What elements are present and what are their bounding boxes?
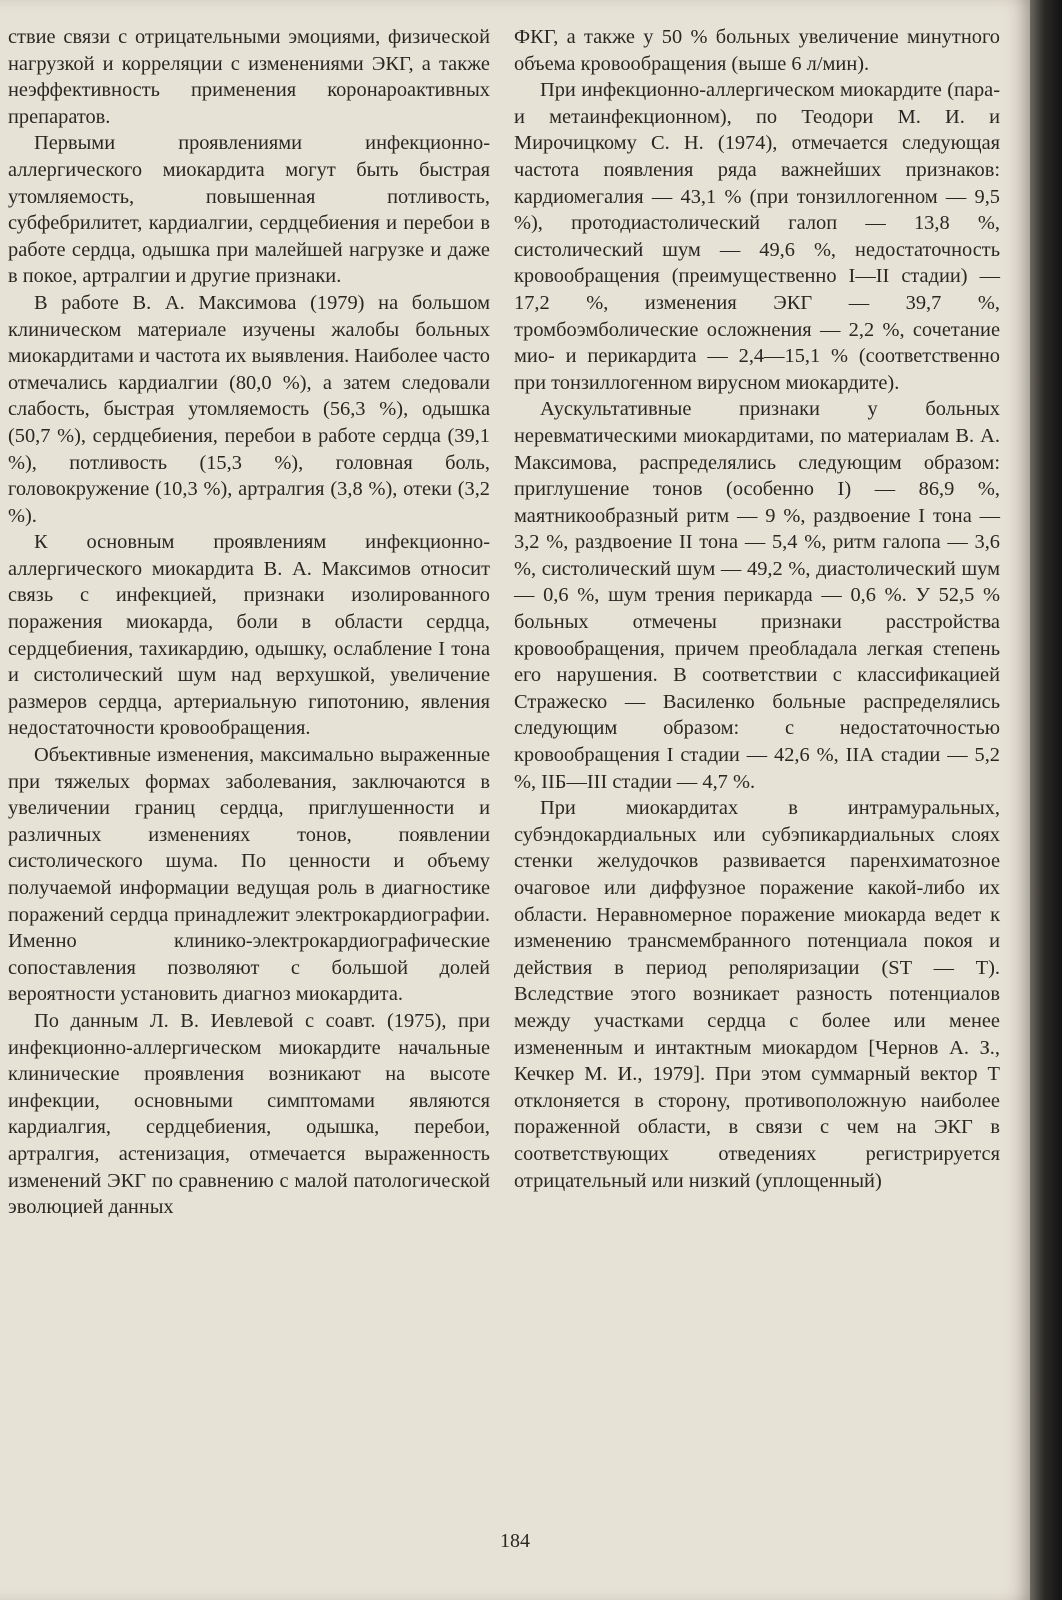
page-number: 184 [500,1530,530,1552]
paragraph: В работе В. А. Максимова (1979) на большом клиническом материале изучены жалобы больных миокардитами и частота их выявления. Наиболее часто отмечались кардиалгии (80,0 %), а затем следовали слабость, быстрая утомляемость (56,3 %), одышка (50,7 %), сердцебиения, перебои в работе сердца (39,1 %), потливость (15,3 %), головная боль, головокружение (10,3 %), артралгия (3,8 %), отеки (3,2 %). [8,291,490,527]
paragraph: Первыми проявлениями инфекционно-аллергического миокардита могут быть быстрая утомляемость, повышенная потливость, субфебрилитет, кардиалгии, сердцебиения и перебои в работе сердца, одышка при малейшей нагрузке и даже в покое, артралгии и другие признаки. [8,132,490,288]
paragraph: Аускультативные признаки у больных неревматическими миокардитами, по материалам В. А. Максимова, распределялись следующим образом: приглушение тонов (особенно I) — 86,9 %, маятникообразный ритм — 9 %, раздвоение I тона — 3,2 %, раздвоение II тона — 5,4 %, ритм галопа — 3,6 %, систолический шум — 49,2 %, диастолический шум — 0,6 %, шум трения перикарда — 0,6 %. У 52,5 % больных отмечены признаки расстройства кровообращения, причем преобладала легкая степень его нарушения. В соответствии с классификацией Стражеско — Василенко больные распределялись следующим образом: с недостаточностью кровообращения I стадии — 42,6 %, IIА стадии — 5,2 %, IIБ—III стадии — 4,7 %. [514,398,1000,793]
paragraph: По данным Л. В. Иевлевой с соавт. (1975), при инфекционно-аллергическом миокардите начальные клинические проявления возникают на высоте инфекции, основными симптомами являются кардиалгия, сердцебиения, одышка, перебои, артралгия, астенизация, отмечается выраженность изменений ЭКГ по сравнению с малой патологической эволюцией данных [8,1009,490,1219]
page-binding-edge [1030,0,1062,1600]
left-column [8,24,490,1221]
paragraph: При инфекционно-аллергическом миокардите (пара- и метаинфекционном), по Теодори М. И. и Мирочицкому С. Н. (1974), отмечается следующая частота появления ряда важнейших признаков: кардиомегалия — 43,1 % (при тонзиллогенном — 9,5 %), протодиастолический галоп — 13,8 %, систолический шум — 49,6 %, недостаточность кровообращения (преимущественно I—II стадии) — 17,2 %, изменения ЭКГ — 39,7 %, тромбоэмболические осложнения — 2,2 %, сочетание мио- и перикардита — 2,4—15,1 % (соответственно при тонзиллогенном вирусном миокардите). [514,79,1000,394]
paragraph: К основным проявлениям инфекционно-аллергического миокардита В. А. Максимов относит связь с инфекцией, признаки изолированного поражения миокарда, боли в области сердца, сердцебиения, тахикардию, одышку, ослабление I тона и систолический шум над верхушкой, увеличение размеров сердца, артериальную гипотонию, явления недостаточности кровообращения. [8,531,490,740]
paragraph: ствие связи с отрицательными эмоциями, физической нагрузкой и корреляции с изменениями ЭКГ, а также неэффективность применения коронароактивных препаратов. [8,26,490,128]
paragraph: При миокардитах в интрамуральных, субэндокардиальных или субэпикардиальных слоях стенки желудочков развивается паренхиматозное очаговое или диффузное поражение какой-либо их области. Неравномерное поражение миокарда ведет к изменению трансмембранного потенциала покоя и действия в период реполяризации (ST — T). Вследствие этого возникает разность потенциалов между участками сердца с более или менее измененным и интактным миокардом [Чернов А. З., Кечкер М. И., 1979]. При этом суммарный вектор T отклоняется в сторону, противоположную наиболее пораженной области, в связи с чем на ЭКГ в соответствующих отведениях регистрируется отрицательный или низкий (уплощенный) [514,797,1000,1192]
right-column [514,24,1000,1194]
paragraph: Объективные изменения, максимально выраженные при тяжелых формах заболевания, заключаются в увеличении границ сердца, приглушенности и различных изменениях тонов, появлении систолического шума. По ценности и объему получаемой информации ведущая роль в диагностике поражений сердца принадлежит электрокардиографии. Именно клинико-электрокардиографические сопоставления позволяют с большой долей вероятности установить диагноз миокардита. [8,744,490,1006]
paragraph: ФКГ, а также у 50 % больных увеличение минутного объема кровообращения (выше 6 л/мин). [514,26,1000,75]
